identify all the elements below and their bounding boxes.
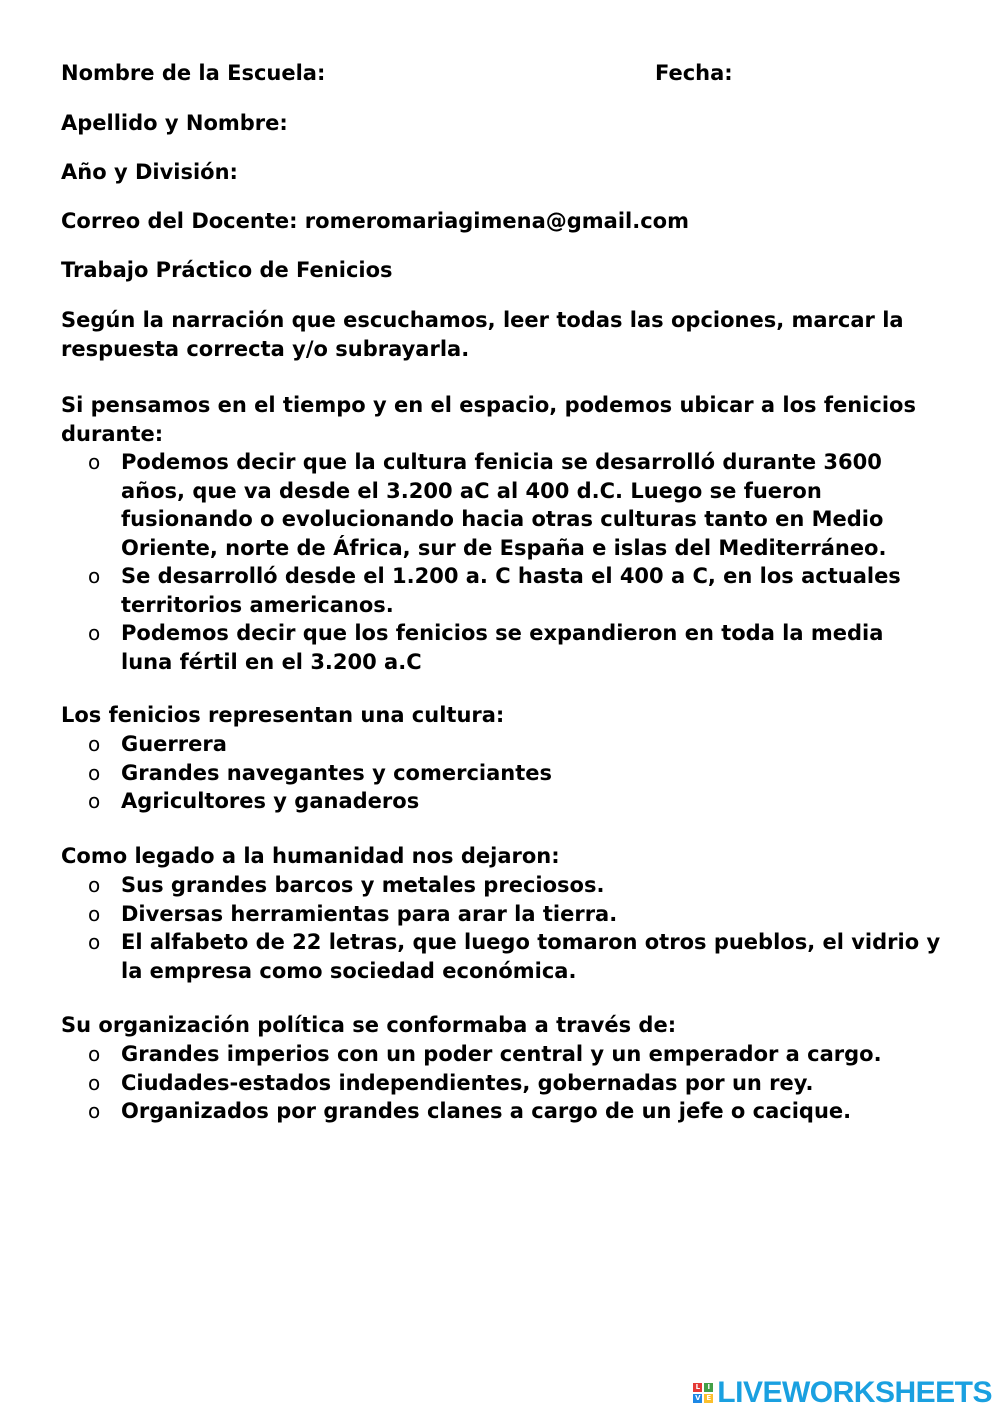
question-2-option-3[interactable] [0,787,941,816]
circle-bullet-icon: o [88,901,101,926]
circle-bullet-icon: o [88,621,101,645]
question-2-prompt: Los fenicios representan una cultura: [61,703,505,727]
circle-bullet-icon: o [88,732,101,756]
year-division-label: Año y División: [61,160,238,184]
question-2-options [0,730,1000,816]
question-4-option-2[interactable] [0,1069,941,1098]
question-1-option-2[interactable] [0,562,941,619]
circle-bullet-icon: o [88,564,101,588]
question-1-options [0,448,1000,676]
circle-bullet-icon: o [88,930,101,954]
question-3-option-2[interactable] [0,900,941,929]
option-text: Diversas herramientas para arar la tierra. [121,901,618,926]
option-text: Grandes imperios con un poder central y un emperador a cargo. [121,1042,882,1066]
option-text: Grandes navegantes y comerciantes [121,760,553,785]
circle-bullet-icon: o [88,760,101,785]
logo-letter: I [704,1383,713,1392]
option-text: Podemos decir que los fenicios se expandieron en toda la media luna fértil en el 3.200 a.C [121,621,884,674]
option-text: Agricultores y ganaderos [121,789,420,813]
question-2-option-1[interactable] [0,730,941,759]
option-text: Se desarrolló desde el 1.200 a. C hasta el 400 a C, en los actuales territorios americanos. [121,564,901,617]
teacher-email-label: Correo del Docente: romeromariagimena@gmail.com [61,209,689,233]
option-text: Guerrera [121,732,227,756]
question-1-prompt: Si pensamos en el tiempo y en el espacio, podemos ubicar a los fenicios durante: [61,393,916,446]
liveworksheets-logo [693,1378,992,1408]
page-title: Trabajo Práctico de Fenicios [61,258,393,282]
logo-text: LIVEWORKSHEETS [717,1376,992,1409]
option-text: El alfabeto de 22 letras, que luego tomaron otros pueblos, el vidrio y la empresa como sociedad económica. [121,930,941,983]
circle-bullet-icon: o [88,1042,101,1066]
question-3-option-3[interactable] [0,928,941,985]
logo-mark-icon [693,1383,713,1403]
circle-bullet-icon: o [88,1099,101,1123]
question-1-option-1[interactable] [0,448,941,562]
logo-letter: E [704,1394,713,1403]
question-3-prompt: Como legado a la humanidad nos dejaron: [61,844,560,868]
circle-bullet-icon: o [88,1070,101,1095]
circle-bullet-icon: o [88,450,101,474]
student-name-label: Apellido y Nombre: [61,111,288,135]
circle-bullet-icon: o [88,789,101,813]
date-label: Fecha: [655,61,733,85]
question-4-option-1[interactable] [0,1040,941,1069]
logo-letter: L [693,1383,702,1392]
option-text: Podemos decir que la cultura fenicia se desarrolló durante 3600 años, que va desde el 3.200 aC al 400 d.C. Luego se fueron fusionando o evolucionando hacia otras culturas tanto en Medio Oriente, norte de África, sur de España e islas del Mediterráneo. [121,450,887,560]
option-text: Sus grandes barcos y metales preciosos. [121,873,605,897]
question-4-option-3[interactable] [0,1097,941,1126]
question-4-prompt: Su organización política se conformaba a través de: [61,1013,677,1037]
logo-letter: V [695,1394,701,1402]
instructions-text: Según la narración que escuchamos, leer todas las opciones, marcar la respuesta correcta y/o subrayarla. [61,308,904,361]
question-4-options [0,1040,1000,1126]
circle-bullet-icon: o [88,873,101,897]
question-1-option-3[interactable] [0,619,941,676]
school-name-label: Nombre de la Escuela: [61,61,326,85]
option-text: Ciudades-estados independientes, gobernadas por un rey. [121,1070,814,1095]
question-3-options [0,871,1000,985]
question-3-option-1[interactable] [0,871,941,900]
option-text: Organizados por grandes clanes a cargo de un jefe o cacique. [121,1099,852,1123]
question-2-option-2[interactable] [0,759,941,788]
